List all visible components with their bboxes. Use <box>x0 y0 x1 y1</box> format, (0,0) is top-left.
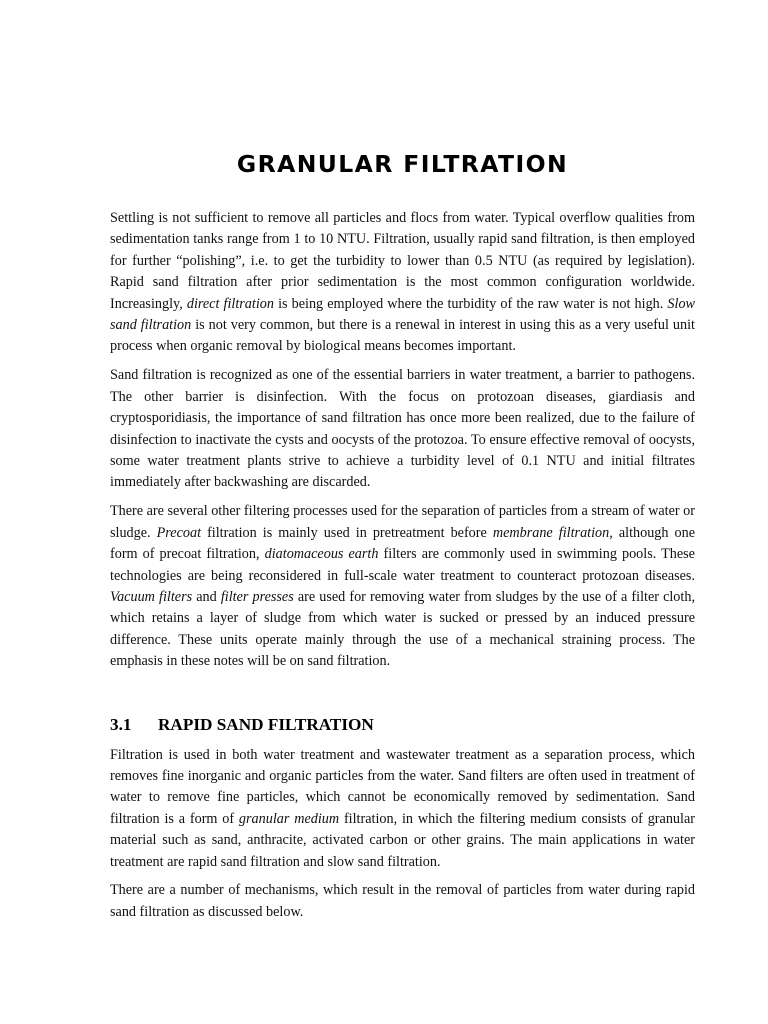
text-run: Sand filtration is recognized as one of the essential barriers in water treatment, a barrier to pathogens. The other barrier is disinfection. With the focus on protozoan diseases, giardiasis and cryptosporidiasis, the importance of sand filtration has once more been realized, due to the failure of disinfection to inactivate the cysts and oocysts of the protozoa. To ensure effective removal of oocysts, some water treatment plants strive to achieve a turbidity level of 0.1 NTU and initial filtrates immediately after backwashing are discarded. <box>110 367 695 491</box>
italic-term: Slow sand filtration <box>110 295 695 334</box>
section-paragraphs <box>110 745 695 924</box>
text-run: Filtration is used in both water treatment and wastewater treatment as a separation process, which removes fine inorganic and organic particles from the water. Sand filters are often used in treatment of water to remove fine particles, which cannot be economically removed by sedimentation. Sand filtration is a form of <box>110 746 695 827</box>
text-run: There are a number of mechanisms, which result in the removal of particles from water during rapid sand filtration as discussed below. <box>110 882 695 920</box>
text-run: filtration is mainly used in pretreatment before <box>201 524 493 541</box>
italic-term: diatomaceous earth <box>264 546 379 563</box>
text-run: There are several other filtering processes used for the separation of particles from a stream of water or sludge. <box>110 503 695 541</box>
paragraph <box>110 880 695 923</box>
paragraph <box>110 208 695 358</box>
section-title: RAPID SAND FILTRATION <box>158 714 374 734</box>
text-run: is not very common, but there is a renewal in interest in using this as a very useful unit process when organic removal by biological means becomes important. <box>110 317 695 355</box>
italic-term: filter presses <box>220 588 294 605</box>
paragraph <box>110 365 695 493</box>
italic-term: membrane filtration, <box>492 524 613 541</box>
text-run: filtration, in which the filtering medium consists of granular material such as sand, anthracite, activated carbon or other grains. The main applications in water treatment are rapid sand filtration and slow sand filtration. <box>110 810 695 870</box>
paragraph <box>110 745 695 873</box>
text-run: although one form of precoat filtration, <box>110 524 696 563</box>
paragraph <box>110 501 695 672</box>
italic-term: Vacuum filters <box>110 588 193 605</box>
italic-term: direct filtration <box>186 295 274 312</box>
text-run: filters are commonly used in swimming pools. These technologies are being reconsidered in full-scale water treatment to counteract protozoan diseases. <box>110 546 695 584</box>
page-title: GRANULAR FILTRATION <box>236 150 569 178</box>
section-number: 3.1 <box>110 714 132 734</box>
intro-paragraphs <box>110 208 695 673</box>
document-page <box>110 0 695 1024</box>
italic-term: Precoat <box>156 524 202 541</box>
document-body <box>110 208 695 931</box>
text-run: is being employed where the turbidity of the raw water is not high. <box>273 295 668 312</box>
text-run: and <box>192 588 221 605</box>
text-run: Settling is not sufficient to remove all particles and flocs from water. Typical overflow qualities from sedimentation tanks range from 1 to 10 NTU. Filtration, usually rapid sand filtration, is then employed for further “polishing”, i.e. to get the turbidity to lower than 0.5 NTU (as required by legislation). Rapid sand filtration after prior sedimentation is the most common configuration worldwide. Increasingly, <box>110 210 695 312</box>
section-heading <box>110 714 695 736</box>
italic-term: granular medium <box>238 810 340 827</box>
text-run: are used for removing water from sludges by the use of a filter cloth, which retains a layer of sludge from which water is sucked or pressed by an induced pressure difference. These units operate mainly through the use of a mechanical straining process. The emphasis in these notes will be on sand filtration. <box>110 588 695 670</box>
